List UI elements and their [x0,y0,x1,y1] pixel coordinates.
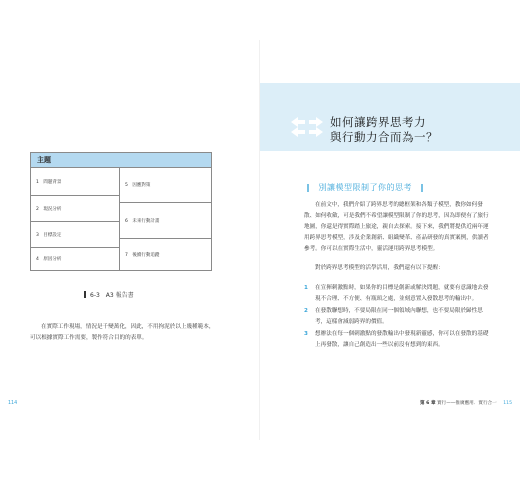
figure-caption-text: 6-3 A3 報告書 [90,292,134,299]
list-number: 3 [304,330,308,337]
list-item-text: 在發散聯想時，不要局限在同一個領域內聯想，也不要局限於歸性思考，這樣會減弱跨界的價值。 [315,307,483,325]
list-item-text: 想辦法在每一個刺激點的發散輸出中發現新靈感，你可以在發散的基礎上再發散，讓自己創造出一些以前沒有想到的東西。 [315,330,489,348]
a3-cell-action-plan: 6 未來行動計畫 [120,202,212,238]
heading-bars-right: ‖ [420,183,425,192]
a3-cell-background: 1 問題背景 [36,179,62,185]
page-number-right: 115 [503,401,512,406]
section-heading [306,182,425,193]
chapter-banner [260,83,520,151]
a3-cell-follow-up: 7 後續行動追蹤 [120,238,212,270]
running-footer [420,400,512,406]
left-body-text: 在實際工作現場，情況是千變萬化，因此，不用拘泥於以上幾種範本，可以根據實際工作需要，製作符合目的的表單。 [30,324,215,341]
reminder-list [304,283,490,351]
page-number-left: 114 [8,401,18,406]
footer-chapter: 第 6 章 [419,401,436,406]
section-heading-text: 別讓模型限制了你的思考 [318,183,412,192]
arrows-exchange-icon [291,117,323,137]
footer-title: 實行——推廣應用．實行合一 [437,401,497,406]
chapter-title [330,115,438,145]
heading-bars-left: ‖ [306,183,311,192]
list-item [304,329,490,351]
a3-cell-current-analysis: 2 現況分析 [31,195,119,221]
a3-report-table [30,152,212,271]
list-item [304,306,490,328]
caption-marker [84,291,86,298]
chapter-title-line1: 如何讓跨界思考力 [330,115,426,129]
a3-table-title: 主題 [31,153,211,168]
figure-caption [84,290,134,299]
list-item [304,283,490,305]
a3-cell-goal: 3 目標設定 [31,221,119,247]
list-number: 1 [304,285,308,291]
a3-cell-root-cause: 4 原因分析 [31,247,119,270]
a3-cell-countermeasures: 5 因應對策 [125,183,151,188]
chapter-title-line2: 與行動力合而為一？ [330,130,438,144]
reminder-paragraph: 對於跨界思考模型的活學活用，我們還有以下提醒： [315,265,444,271]
intro-paragraph: 在前文中，我們介紹了跨界思考的總框架和各類子模型，教你如何發散、如何收斂，可是我們不希望讓模型限制了你的思考，因為即便有了旅行地圖，你還是得實際踏上旅途，親自去探索。接下來，我們將提供近兩年運用跨界思考模型，涉及企業創新、組織變革、產品研發的真實案例，供讀者參考。你可以在實際生活中，靈活運用跨界思考模型。 [304,202,489,252]
right-page [260,0,520,500]
list-number: 2 [304,307,308,314]
list-item-text: 在宣揮刺激點時，如果你的目標是創新或解決問題，就要有意識地去發現不合理、不方便、有瓶頸之處，並刻意置入發散思考的輸出中。 [315,285,489,302]
